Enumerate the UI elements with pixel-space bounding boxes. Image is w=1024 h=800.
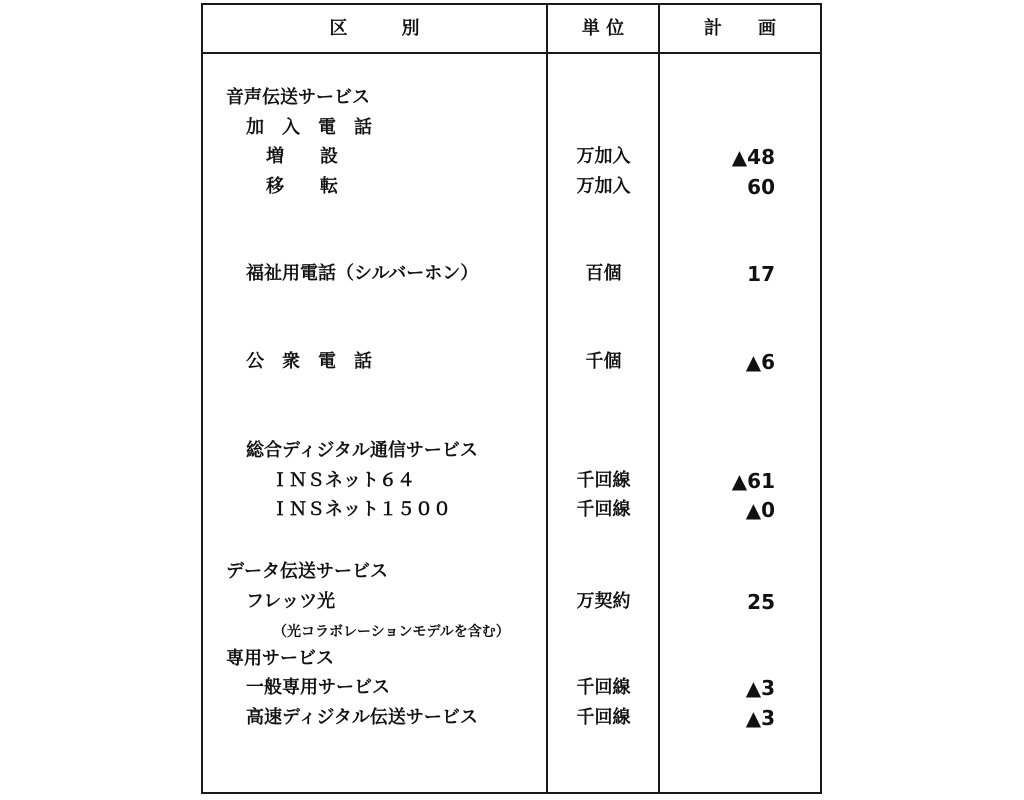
table-row [203, 619, 820, 645]
table-row [203, 675, 820, 701]
category-label: データ伝送サービス [226, 561, 388, 582]
plan-cell: 60 [747, 175, 775, 199]
plan-cell: ▲3 [745, 676, 775, 700]
unit-cell: 千個 [585, 351, 622, 372]
plan-cell: ▲0 [745, 498, 775, 522]
unit-cell: 千回線 [576, 707, 631, 728]
category-label: フレッツ光 [246, 591, 336, 612]
table-row [203, 261, 820, 287]
table-row [203, 497, 820, 523]
category-label: 音声伝送サービス [226, 87, 370, 108]
plan-table [201, 3, 822, 794]
unit-cell: 万契約 [576, 591, 631, 612]
category-label: 移 転 [266, 176, 338, 197]
category-label: 増 設 [266, 146, 338, 167]
table-row [203, 349, 820, 375]
unit-cell: 千回線 [576, 499, 631, 520]
table-row [203, 646, 820, 672]
plan-cell: ▲3 [745, 706, 775, 730]
header-divider [203, 52, 820, 54]
category-label: 公 衆 電 話 [246, 351, 372, 372]
header-unit: 単 位 [581, 18, 625, 39]
table-row [203, 468, 820, 494]
unit-cell: 百個 [585, 263, 622, 284]
category-label: 加 入 電 話 [246, 117, 372, 138]
plan-cell: ▲6 [745, 350, 775, 374]
table-row [203, 438, 820, 464]
category-label: ＩＮＳネット１５００ [271, 499, 451, 520]
plan-cell: 17 [747, 262, 775, 286]
unit-cell: 千回線 [576, 470, 631, 491]
table-row [203, 589, 820, 615]
category-label: ＩＮＳネット６４ [271, 470, 415, 491]
category-label: 専用サービス [226, 648, 334, 669]
category-label: 一般専用サービス [246, 677, 390, 698]
unit-cell: 万加入 [576, 176, 631, 197]
category-label: 福祉用電話（シルバーホン） [246, 263, 479, 284]
plan-cell: 25 [747, 590, 775, 614]
unit-cell: 千回線 [576, 677, 631, 698]
category-note: （光コラボレーションモデルを含む） [273, 624, 510, 640]
header-category: 区 別 [329, 18, 420, 39]
category-label: 高速ディジタル伝送サービス [246, 707, 478, 728]
table-row [203, 559, 820, 585]
plan-cell: ▲61 [731, 469, 775, 493]
unit-cell: 万加入 [576, 146, 631, 167]
table-row [203, 174, 820, 200]
plan-cell: ▲48 [731, 145, 775, 169]
table-row [203, 115, 820, 141]
category-label: 総合ディジタル通信サービス [246, 440, 478, 461]
header-plan: 計 画 [704, 18, 776, 39]
table-row [203, 144, 820, 170]
table-row [203, 705, 820, 731]
table-row [203, 85, 820, 111]
